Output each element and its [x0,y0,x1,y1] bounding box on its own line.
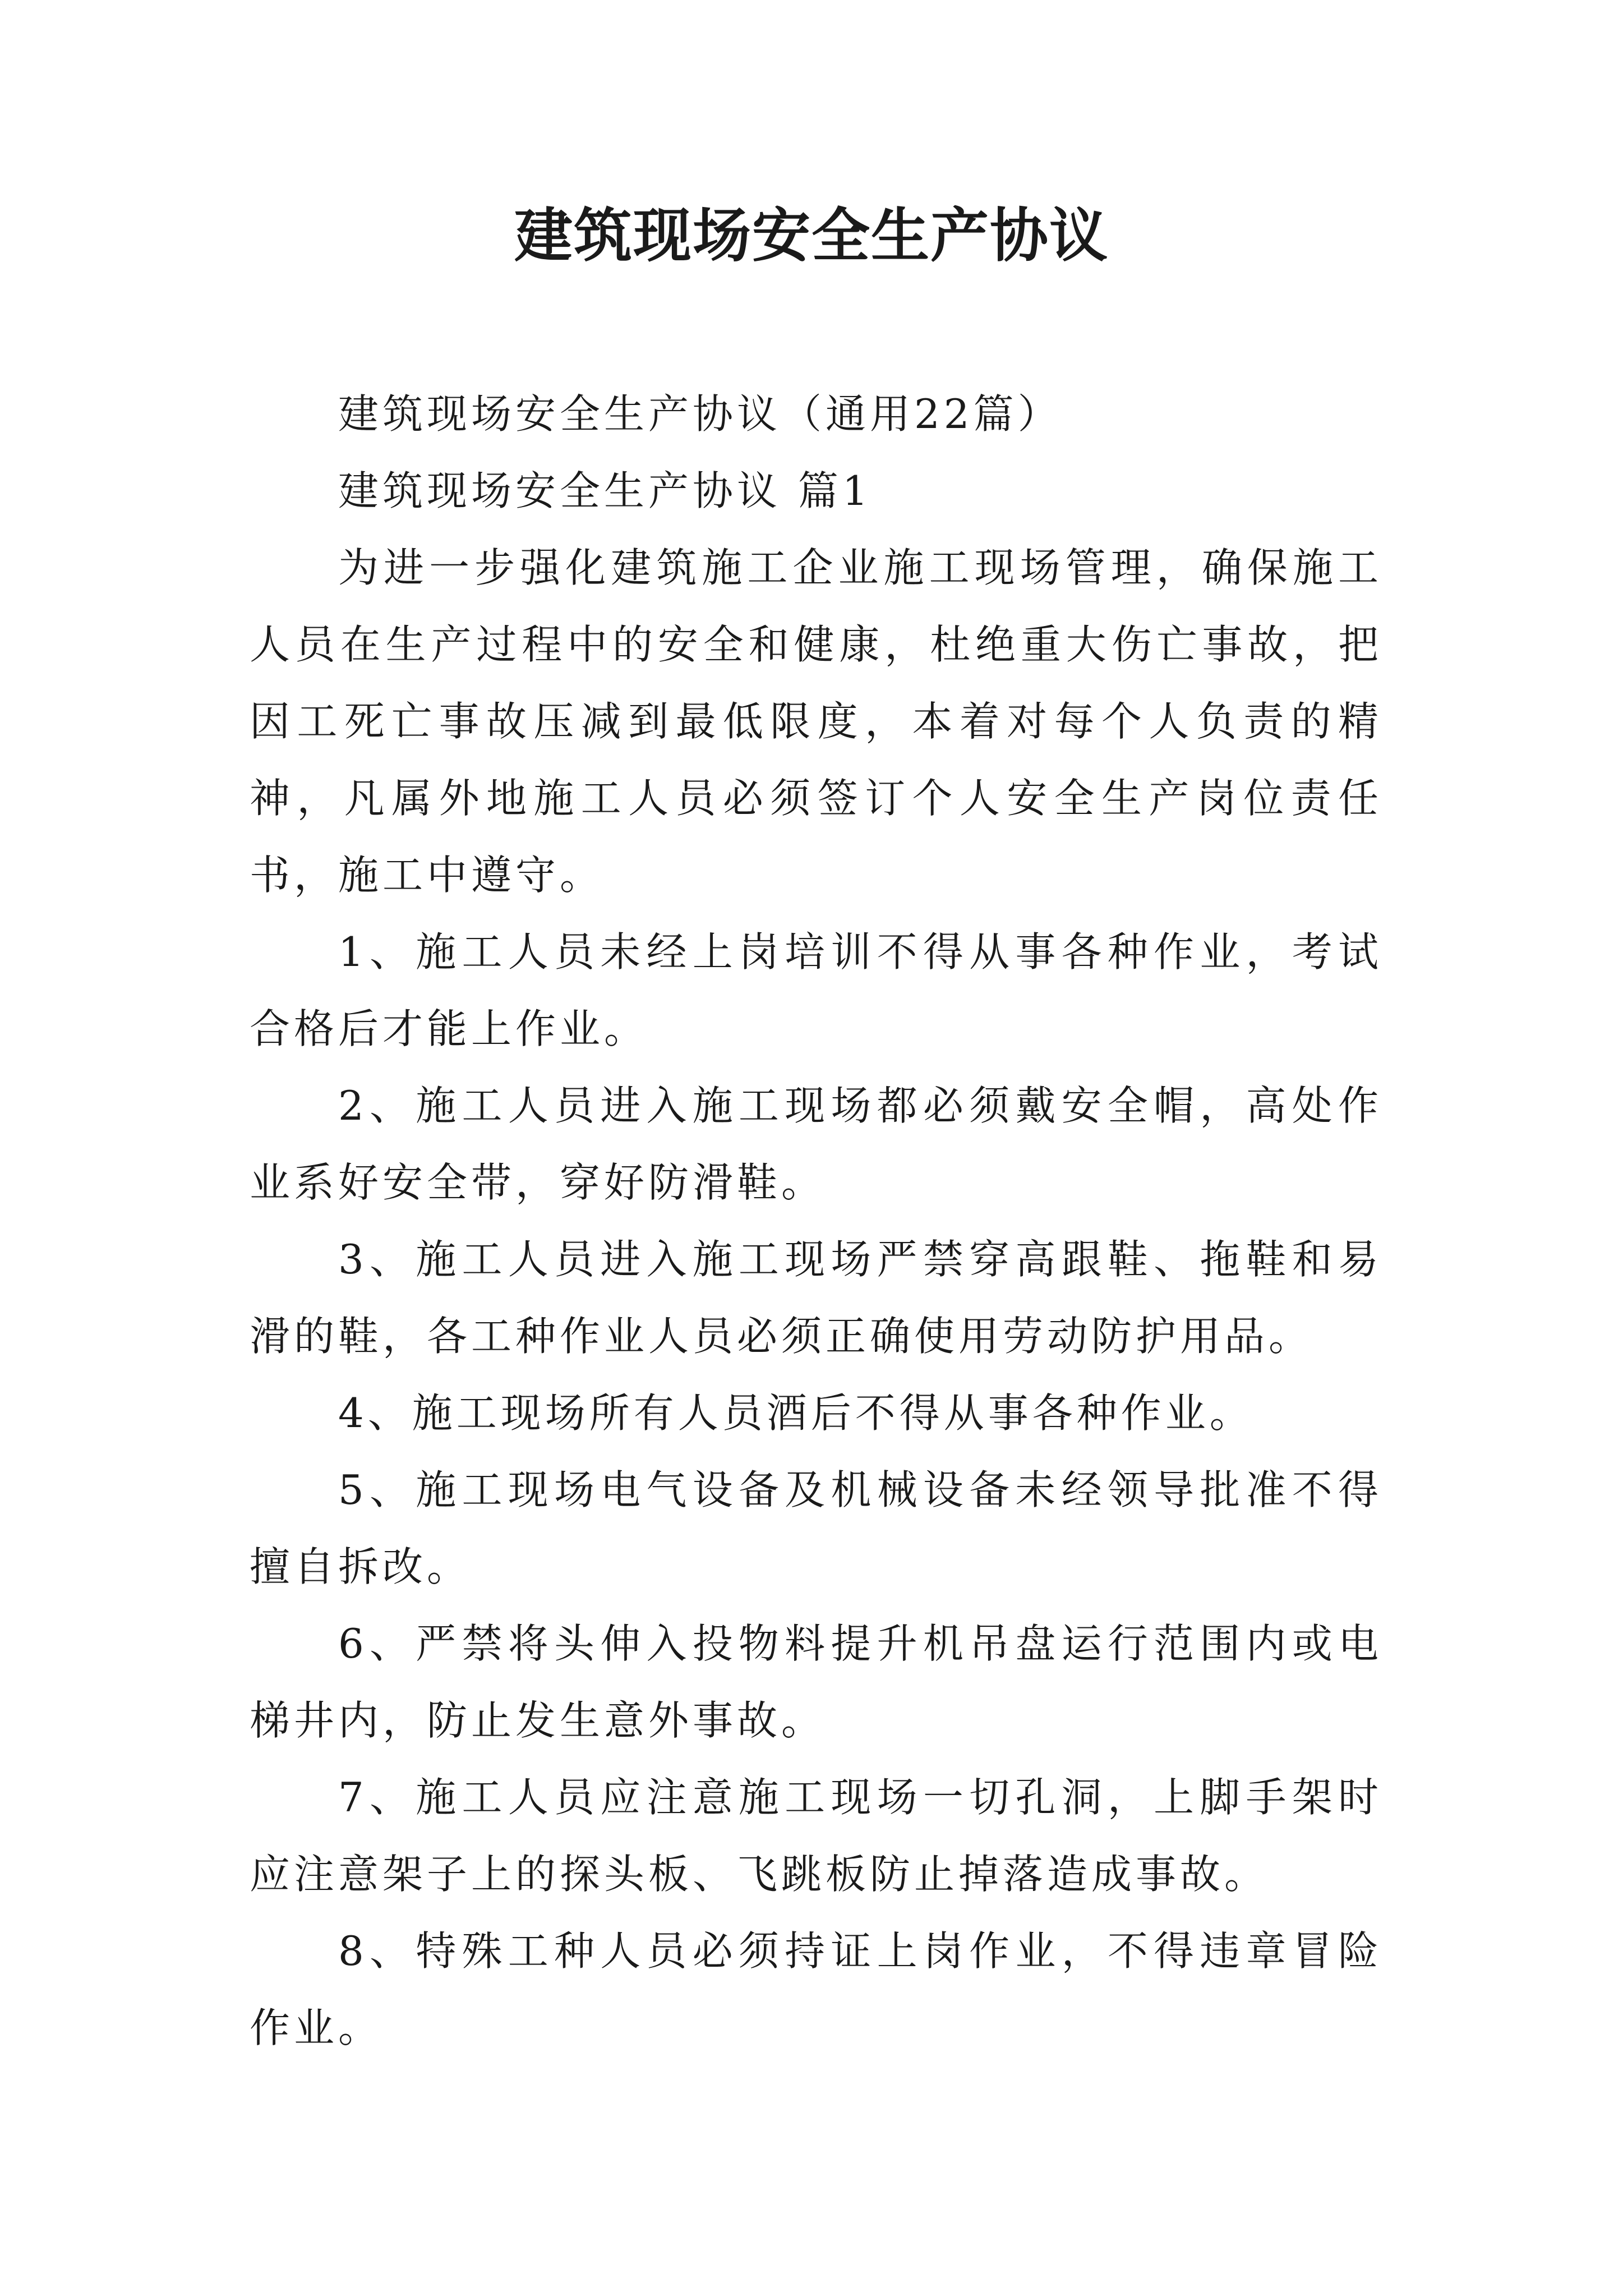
clause-1: 1、施工人员未经上岗培训不得从事各种作业，考试合格后才能上作业。 [250,928,1382,1052]
section-heading: 建筑现场安全生产协议 篇1 [338,467,872,514]
subtitle-line: 建筑现场安全生产协议（通用22篇） [338,390,1062,438]
intro-paragraph: 为进一步强化建筑施工企业施工现场管理，确保施工人员在生产过程中的安全和健康，杜绝重大伤亡事故，把因工死亡事故压减到最低限度，本着对每个人负责的精神，凡属外地施工人员必须签订个人安全生产岗位责任书，施工中遵守。 [250,544,1382,899]
clause-8: 8、特殊工种人员必须持证上岗作业，不得违章冒险作业。 [250,1927,1382,2051]
clause-7: 7、施工人员应注意施工现场一切孔洞，上脚手架时应注意架子上的探头板、飞跳板防止掉落造成事故。 [250,1774,1382,1898]
document-title: 建筑现场安全生产协议 [514,201,1109,270]
clause-6: 6、严禁将头伸入投物料提升机吊盘运行范围内或电梯井内，防止发生意外事故。 [250,1620,1382,1744]
clause-3: 3、施工人员进入施工现场严禁穿高跟鞋、拖鞋和易滑的鞋，各工种作业人员必须正确使用劳动防护用品。 [250,1236,1382,1360]
clause-5: 5、施工现场电气设备及机械设备未经领导批准不得擅自拆改。 [250,1466,1382,1590]
clause-2: 2、施工人员进入施工现场都必须戴安全帽，高处作业系好安全带，穿好防滑鞋。 [250,1082,1382,1206]
clause-4: 4、施工现场所有人员酒后不得从事各种作业。 [338,1389,1254,1437]
document-body [250,376,1382,2067]
